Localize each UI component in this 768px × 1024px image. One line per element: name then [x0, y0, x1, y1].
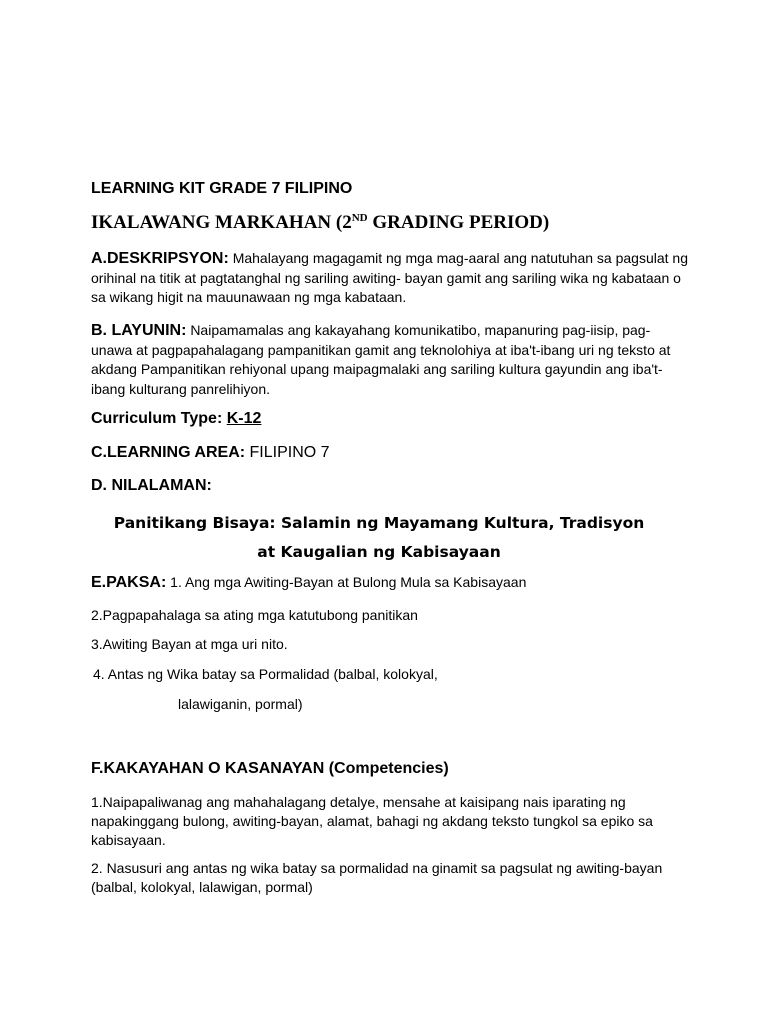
- curriculum-label: Curriculum Type:: [91, 410, 223, 427]
- competency-item-1: 1.Naipapaliwanag ang mahahalagang detalye, mensahe at kaisipang nais iparating ng napakinggang bulong, awiting-bayan, alamat, bahagi ng akdang teksto tungkol sa epiko sa kabisayaan.: [91, 794, 653, 848]
- layunin-section: [91, 321, 691, 399]
- paksa-label: E.PAKSA:: [91, 574, 167, 591]
- layunin-label: B. LAYUNIN:: [91, 322, 187, 339]
- paksa-item-3: 3.Awiting Bayan at mga uri nito.: [91, 636, 288, 652]
- paksa-section: [91, 574, 691, 592]
- learning-area-label: C.LEARNING AREA:: [91, 444, 246, 461]
- document-subtitle: [91, 212, 691, 234]
- nilalaman-heading-line1: Panitikang Bisaya: Salamin ng Mayamang Kultura, Tradisyon: [113, 514, 645, 532]
- subtitle-text: IKALAWANG MARKAHAN (2: [91, 212, 352, 233]
- subtitle-text-end: GRADING PERIOD): [367, 212, 550, 233]
- nilalaman-label: D. NILALAMAN:: [91, 477, 212, 494]
- paksa-item-4-continued: lalawiganin, pormal): [178, 696, 303, 712]
- deskripsyon-label: A.DESKRIPSYON:: [91, 250, 229, 267]
- learning-area: [91, 444, 691, 462]
- nilalaman-heading-line2: at Kaugalian ng Kabisayaan: [257, 543, 501, 561]
- paksa-item-1: 1. Ang mga Awiting-Bayan at Bulong Mula sa Kabisayaan: [170, 574, 527, 590]
- layunin-text: Naipamamalas ang kakayahang komunikatibo, mapanuring pag-iisip, pag-unawa at pagpapahalagang pampanitikan gamit ang teknolohiya at iba't-ibang uri ng teksto at akdang Pampanitikan rehiyonal upang maipagmalaki ang sariling kultura gayundin ang iba't-ibang kulturang panrelihiyon.: [91, 322, 671, 397]
- deskripsyon-text: Mahalayang magagamit ng mga mag-aaral ang natutuhan sa pagsulat ng orihinal na titik at pagtatanghal ng sariling awiting- bayan gamit ang sariling wika ng kabataan o sa wikang higit na mauunawaan ng mga kabataan.: [91, 250, 688, 305]
- curriculum-value: K-12: [226, 410, 262, 427]
- nilalaman-heading: [77, 509, 681, 567]
- document-title: LEARNING KIT GRADE 7 FILIPINO: [91, 180, 353, 197]
- paksa-item-2: 2.Pagpapahalaga sa ating mga katutubong panitikan: [91, 607, 418, 623]
- subtitle-superscript: ND: [351, 212, 368, 224]
- deskripsyon-section: [91, 249, 691, 308]
- curriculum-type: [91, 410, 691, 428]
- paksa-item-4: 4. Antas ng Wika batay sa Pormalidad (balbal, kolokyal,: [93, 666, 438, 682]
- competency-item-2: 2. Nasusuri ang antas ng wika batay sa pormalidad na ginamit sa pagsulat ng awiting-bayan (balbal, kolokyal, lalawigan, pormal): [91, 860, 663, 895]
- competencies-label: F.KAKAYAHAN O KASANAYAN (Competencies): [91, 760, 449, 777]
- learning-area-value: FILIPINO 7: [249, 444, 330, 461]
